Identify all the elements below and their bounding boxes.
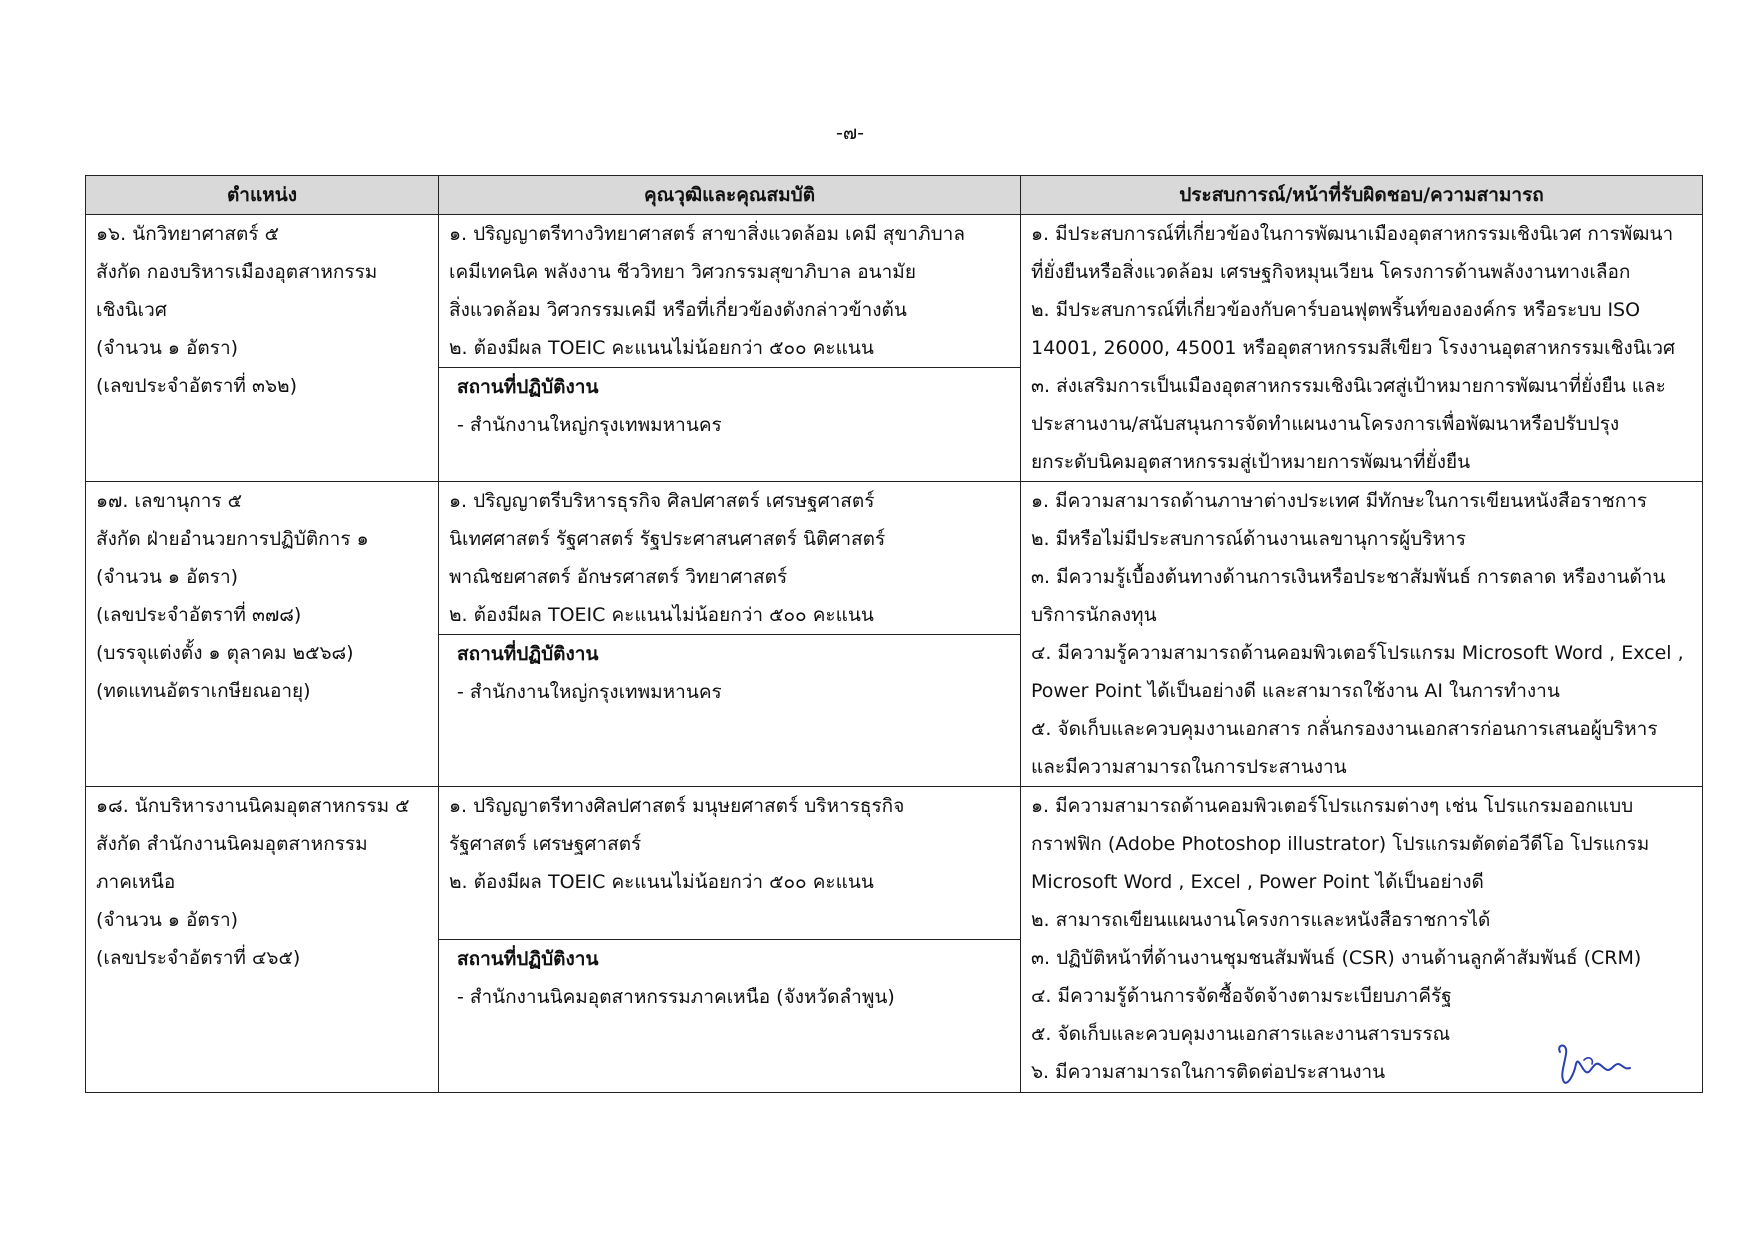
experience-line: ๔. มีความรู้ความสามารถด้านคอมพิวเตอร์โปรแกรม Microsoft Word , Excel , — [1031, 642, 1684, 664]
handwritten-signature — [1554, 1040, 1634, 1086]
experience-line: ประสานงาน/สนับสนุนการจัดทำแผนงานโครงการเพื่อพัฒนาหรือปรับปรุง — [1031, 413, 1620, 435]
experience-line: ๓. ปฏิบัติหน้าที่ด้านงานชุมชนสัมพันธ์ (CSR) งานด้านลูกค้าสัมพันธ์ (CRM) — [1031, 947, 1642, 969]
experience-line: ๒. มีหรือไม่มีประสบการณ์ด้านงานเลขานุการผู้บริหาร — [1031, 528, 1466, 550]
table-header-row — [86, 176, 1703, 215]
workplace-section — [439, 634, 1020, 711]
header-qualifications: คุณวุฒิและคุณสมบัติ — [439, 176, 1021, 215]
position-line: (จำนวน ๑ อัตรา) — [96, 909, 239, 931]
experience-line: ๒. มีประสบการณ์ที่เกี่ยวข้องกับคาร์บอนฟุตพริ้นท์ขององค์กร หรือระบบ ISO — [1031, 299, 1641, 321]
position-line: สังกัด ฝ่ายอำนวยการปฏิบัติการ ๑ — [96, 528, 369, 550]
position-line: (เลขประจำอัตราที่ ๓๗๘) — [96, 604, 302, 626]
experience-line: ๕. จัดเก็บและควบคุมงานเอกสารและงานสารบรรณ — [1031, 1023, 1451, 1045]
position-line: ภาคเหนือ — [96, 871, 176, 893]
position-line: (บรรจุแต่งตั้ง ๑ ตุลาคม ๒๕๖๘) — [96, 642, 354, 664]
qualifications-cell — [439, 482, 1021, 787]
position-line: ๑๗. เลขานุการ ๕ — [96, 490, 243, 512]
experience-line: บริการนักลงทุน — [1031, 604, 1157, 626]
workplace-title: สถานที่ปฏิบัติงาน — [457, 948, 599, 970]
experience-line: 14001, 26000, 45001 หรืออุตสาหกรรมสีเขียว โรงงานอุตสาหกรรมเชิงนิเวศ — [1031, 337, 1676, 359]
experience-line: และมีความสามารถในการประสานงาน — [1031, 756, 1347, 778]
position-line: สังกัด กองบริหารเมืองอุตสาหกรรม — [96, 261, 378, 283]
position-line: (จำนวน ๑ อัตรา) — [96, 566, 239, 588]
table-row — [86, 787, 1703, 1093]
experience-line: ๓. มีความรู้เบื้องต้นทางด้านการเงินหรือประชาสัมพันธ์ การตลาด หรืองานด้าน — [1031, 566, 1666, 588]
table-row — [86, 482, 1703, 787]
positions-table — [85, 175, 1703, 1093]
header-experience: ประสบการณ์/หน้าที่รับผิดชอบ/ความสามารถ — [1021, 176, 1703, 215]
position-line: (จำนวน ๑ อัตรา) — [96, 337, 239, 359]
workplace-value: - สำนักงานใหญ่กรุงเทพมหานคร — [457, 414, 722, 436]
position-line: ๑๘. นักบริหารงานนิคมอุตสาหกรรม ๕ — [96, 795, 410, 817]
qualifications-cell — [439, 787, 1021, 1093]
position-line: สังกัด สำนักงานนิคมอุตสาหกรรม — [96, 833, 368, 855]
position-line: ๑๖. นักวิทยาศาสตร์ ๕ — [96, 223, 279, 245]
experience-line: ๔. มีความรู้ด้านการจัดซื้อจัดจ้างตามระเบียบภาคีรัฐ — [1031, 985, 1452, 1007]
qualification-line: ๑. ปริญญาตรีทางวิทยาศาสตร์ สาขาสิ่งแวดล้อม เคมี สุขาภิบาล — [449, 223, 965, 245]
experience-line: ๒. สามารถเขียนแผนงานโครงการและหนังสือราชการได้ — [1031, 909, 1491, 931]
experience-line: กราฟฟิก (Adobe Photoshop illustrator) โปรแกรมตัดต่อวีดีโอ โปรแกรม — [1031, 833, 1650, 855]
qualification-line: สิ่งแวดล้อม วิศวกรรมเคมี หรือที่เกี่ยวข้องดังกล่าวข้างต้น — [449, 299, 907, 321]
qualification-line: เคมีเทคนิค พลังงาน ชีววิทยา วิศวกรรมสุขาภิบาล อนามัย — [449, 261, 916, 283]
experience-cell — [1021, 482, 1703, 787]
workplace-value: - สำนักงานใหญ่กรุงเทพมหานคร — [457, 681, 722, 703]
position-cell — [86, 787, 439, 1093]
qualifications-cell — [439, 215, 1021, 482]
workplace-section — [439, 367, 1020, 444]
experience-line: ที่ยั่งยืนหรือสิ่งแวดล้อม เศรษฐกิจหมุนเวียน โครงการด้านพลังงานทางเลือก — [1031, 261, 1631, 283]
experience-line: ๕. จัดเก็บและควบคุมงานเอกสาร กลั่นกรองงานเอกสารก่อนการเสนอผู้บริหาร — [1031, 718, 1658, 740]
experience-line: ๑. มีประสบการณ์ที่เกี่ยวข้องในการพัฒนาเมืองอุตสาหกรรมเชิงนิเวศ การพัฒนา — [1031, 223, 1674, 245]
qualification-line: ๑. ปริญญาตรีทางศิลปศาสตร์ มนุษยศาสตร์ บริหารธุรกิจ — [449, 795, 905, 817]
experience-line: ยกระดับนิคมอุตสาหกรรมสู่เป้าหมายการพัฒนาที่ยั่งยืน — [1031, 451, 1471, 473]
experience-line: Power Point ได้เป็นอย่างดี และสามารถใช้งาน AI ในการทำงาน — [1031, 680, 1560, 702]
qualification-line: รัฐศาสตร์ เศรษฐศาสตร์ — [449, 833, 642, 855]
qualification-line: นิเทศศาสตร์ รัฐศาสตร์ รัฐประศาสนศาสตร์ นิติศาสตร์ — [449, 528, 886, 550]
workplace-value: - สำนักงานนิคมอุตสาหกรรมภาคเหนือ (จังหวัดลำพูน) — [457, 986, 895, 1008]
qualification-line: ๒. ต้องมีผล TOEIC คะแนนไม่น้อยกว่า ๕๐๐ คะแนน — [449, 604, 874, 626]
experience-line: ๖. มีความสามารถในการติดต่อประสานงาน — [1031, 1061, 1386, 1083]
qualification-line: พาณิชยศาสตร์ อักษรศาสตร์ วิทยาศาสตร์ — [449, 566, 788, 588]
position-line: (เลขประจำอัตราที่ ๔๖๕) — [96, 947, 301, 969]
position-cell — [86, 215, 439, 482]
header-position: ตำแหน่ง — [86, 176, 439, 215]
qualification-line: ๒. ต้องมีผล TOEIC คะแนนไม่น้อยกว่า ๕๐๐ คะแนน — [449, 337, 874, 359]
experience-cell — [1021, 787, 1703, 1093]
table-row — [86, 215, 1703, 482]
experience-line: ๑. มีความสามารถด้านคอมพิวเตอร์โปรแกรมต่างๆ เช่น โปรแกรมออกแบบ — [1031, 795, 1634, 817]
qualification-line: ๑. ปริญญาตรีบริหารธุรกิจ ศิลปศาสตร์ เศรษฐศาสตร์ — [449, 490, 875, 512]
workplace-title: สถานที่ปฏิบัติงาน — [457, 643, 599, 665]
position-line: (เลขประจำอัตราที่ ๓๖๒) — [96, 375, 297, 397]
workplace-title: สถานที่ปฏิบัติงาน — [457, 376, 599, 398]
experience-cell — [1021, 215, 1703, 482]
position-line: (ทดแทนอัตราเกษียณอายุ) — [96, 680, 311, 702]
page-number: -๗- — [836, 122, 864, 144]
experience-line: ๑. มีความสามารถด้านภาษาต่างประเทศ มีทักษะในการเขียนหนังสือราชการ — [1031, 490, 1648, 512]
workplace-section — [439, 939, 1020, 1092]
position-line: เชิงนิเวศ — [96, 299, 167, 321]
experience-line: ๓. ส่งเสริมการเป็นเมืองอุตสาหกรรมเชิงนิเวศสู่เป้าหมายการพัฒนาที่ยั่งยืน และ — [1031, 375, 1666, 397]
position-cell — [86, 482, 439, 787]
experience-line: Microsoft Word , Excel , Power Point ได้เป็นอย่างดี — [1031, 871, 1484, 893]
qualification-line: ๒. ต้องมีผล TOEIC คะแนนไม่น้อยกว่า ๕๐๐ คะแนน — [449, 871, 874, 893]
